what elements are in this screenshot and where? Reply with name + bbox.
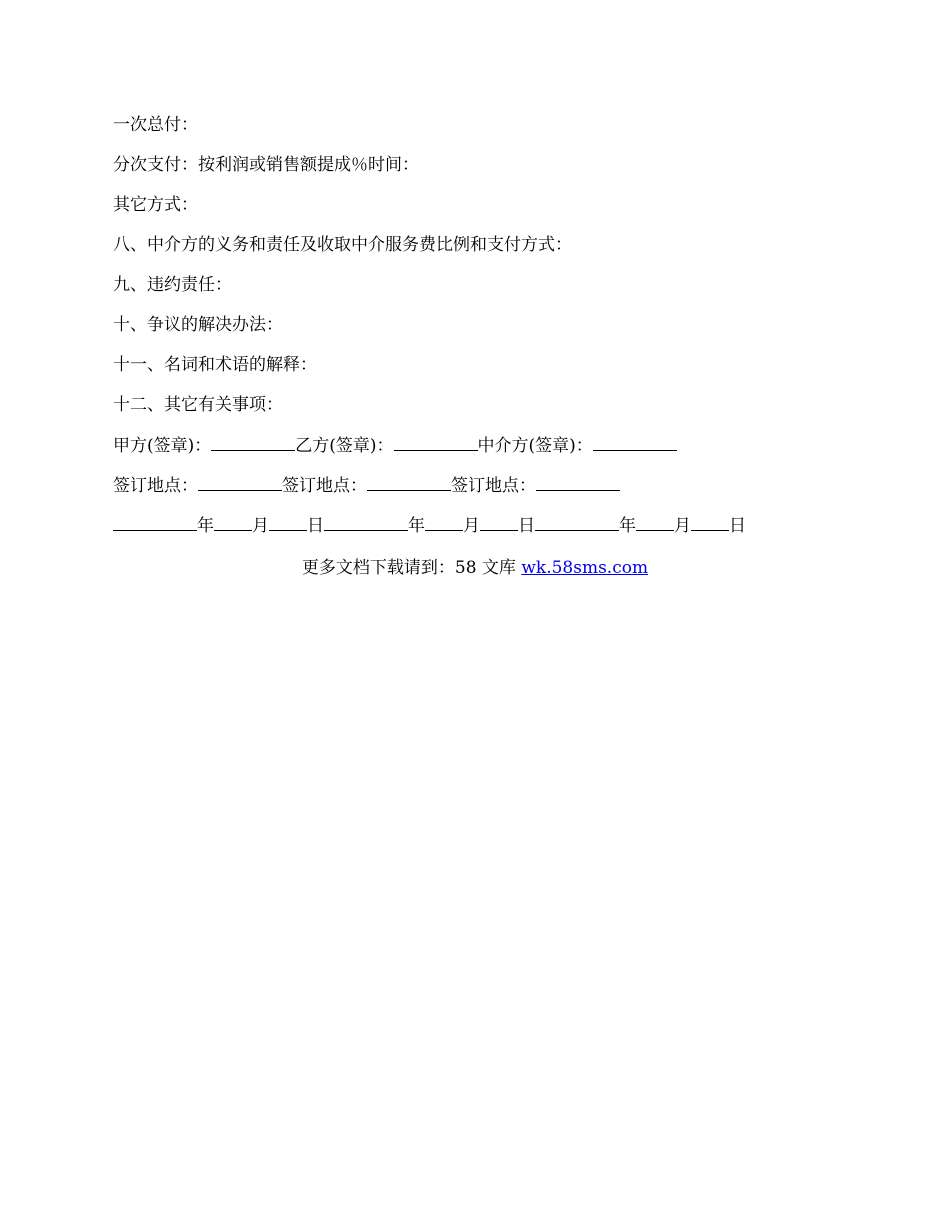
download-footer (0, 555, 950, 581)
year-label-a: 年 (197, 516, 214, 536)
date-year-blank-c[interactable] (535, 512, 619, 531)
day-label-b: 日 (518, 516, 535, 536)
date-month-blank-a[interactable] (214, 512, 252, 531)
clause-other-methods: 其它方式： (113, 195, 198, 215)
date-month-blank-c[interactable] (636, 512, 674, 531)
clause-10-disputes: 十、争议的解决办法： (113, 315, 283, 335)
party-a-signature-blank[interactable] (211, 432, 295, 451)
party-a-signature-label: 甲方(签章)： (113, 436, 212, 456)
signing-place-row (113, 472, 833, 512)
clause-11-terms: 十一、名词和术语的解释： (113, 355, 317, 375)
place-label-b: 签订地点： (282, 476, 367, 496)
place-blank-c[interactable] (536, 472, 620, 491)
date-month-blank-b[interactable] (425, 512, 463, 531)
year-label-c: 年 (619, 516, 636, 536)
place-label-c: 签订地点： (451, 476, 536, 496)
date-day-blank-c[interactable] (691, 512, 729, 531)
intermediary-signature-label: 中介方(签章)： (477, 436, 593, 456)
clause-12-other-matters: 十二、其它有关事项： (113, 395, 283, 415)
date-day-blank-a[interactable] (269, 512, 307, 531)
month-label-c: 月 (674, 516, 691, 536)
date-row (113, 512, 833, 552)
clause-lump-sum: 一次总付： (113, 115, 198, 135)
clause-8-intermediary-duties: 八、中介方的义务和责任及收取中介服务费比例和支付方式： (113, 235, 572, 255)
footer-text: 更多文档下载请到：58 文库 (301, 558, 522, 578)
document-body (113, 112, 833, 552)
place-blank-b[interactable] (367, 472, 451, 491)
place-label-a: 签订地点： (113, 476, 198, 496)
date-day-blank-b[interactable] (480, 512, 518, 531)
month-label-a: 月 (252, 516, 269, 536)
year-label-b: 年 (408, 516, 425, 536)
intermediary-signature-blank[interactable] (593, 432, 677, 451)
clause-9-liability: 九、违约责任： (113, 275, 232, 295)
day-label-a: 日 (307, 516, 324, 536)
clause-installments: 分次支付：按利润或销售额提成％时间： (113, 155, 419, 175)
date-year-blank-b[interactable] (324, 512, 408, 531)
date-year-blank-a[interactable] (113, 512, 197, 531)
month-label-b: 月 (463, 516, 480, 536)
party-b-signature-label: 乙方(签章)： (295, 436, 394, 456)
signature-row (113, 432, 833, 472)
day-label-c: 日 (729, 516, 746, 536)
place-blank-a[interactable] (198, 472, 282, 491)
footer-link[interactable]: wk.58sms.com (521, 558, 649, 578)
party-b-signature-blank[interactable] (394, 432, 478, 451)
